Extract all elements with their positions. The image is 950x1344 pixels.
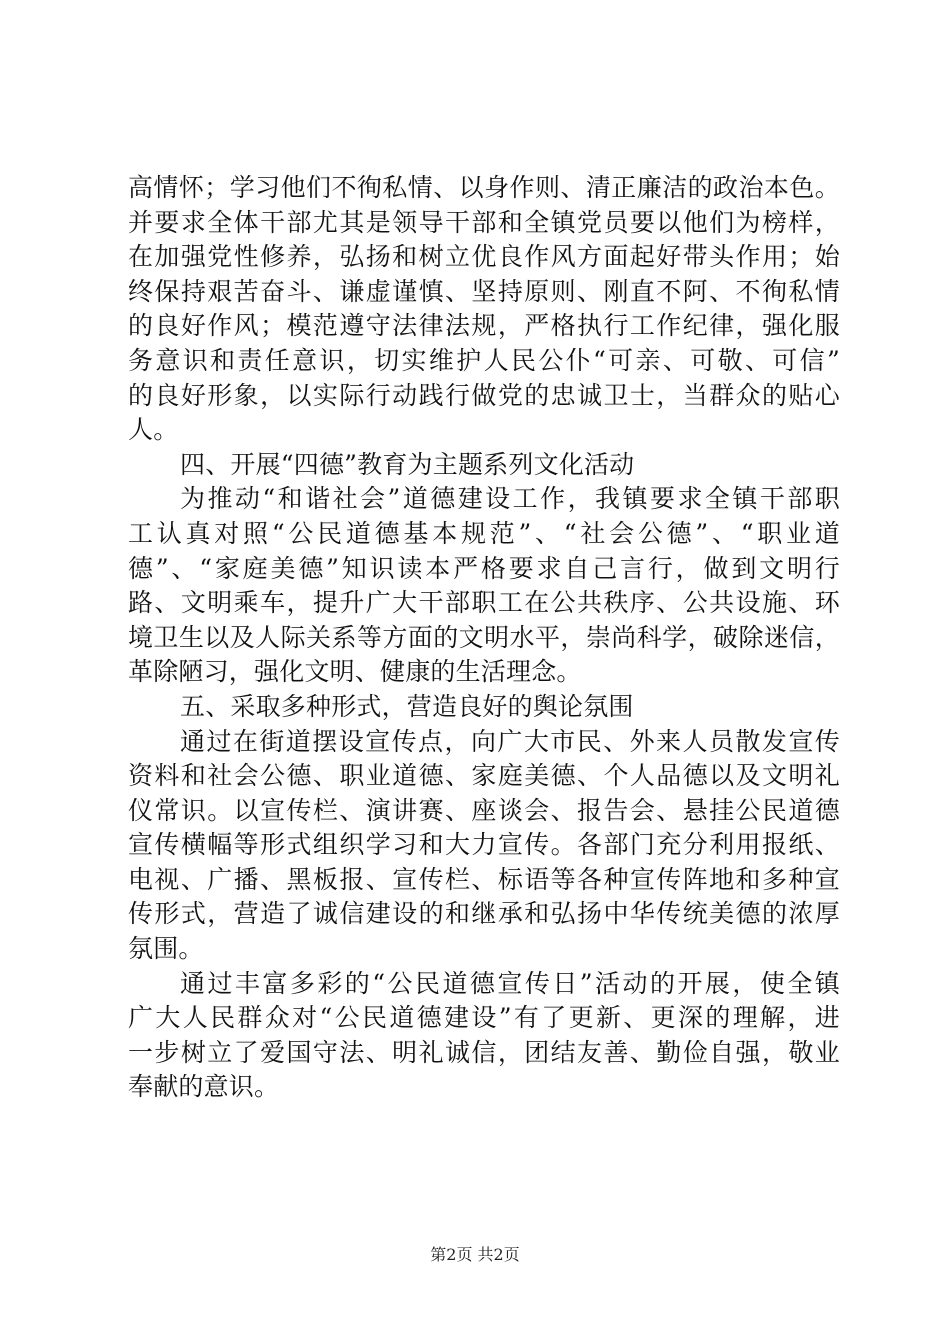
text-line: 通过在街道摆设宣传点，向广大市民、外来人员散发宣传 xyxy=(180,726,840,756)
text-line: 奉献的意识。 xyxy=(128,1072,280,1102)
text-line: 人。 xyxy=(128,415,179,445)
document-body xyxy=(128,171,840,1105)
section-heading: 四、开展“四德”教育为主题系列文化活动 xyxy=(180,449,635,479)
page-footer: 第2页 共2页 xyxy=(430,1245,520,1264)
text-line: 为推动“和谐社会”道德建设工作，我镇要求全镇干部职 xyxy=(180,484,840,514)
text-line: 传形式，营造了诚信建设的和继承和弘扬中华传统美德的浓厚 xyxy=(128,899,840,929)
text-line: 通过丰富多彩的“公民道德宣传日”活动的开展，使全镇 xyxy=(180,968,840,998)
text-line: 的良好形象，以实际行动践行做党的忠诚卫士，当群众的贴心 xyxy=(128,380,840,410)
text-line: 德”、“家庭美德”知识读本严格要求自己言行，做到文明行 xyxy=(128,553,840,583)
text-line: 资料和社会公德、职业道德、家庭美德、个人品德以及文明礼 xyxy=(128,761,840,791)
text-line: 仪常识。以宣传栏、演讲赛、座谈会、报告会、悬挂公民道德 xyxy=(128,795,840,825)
text-line: 在加强党性修养，弘扬和树立优良作风方面起好带头作用；始 xyxy=(128,242,840,272)
text-line: 高情怀；学习他们不徇私情、以身作则、清正廉洁的政治本色。 xyxy=(128,173,840,202)
text-line: 氛围。 xyxy=(128,934,204,964)
section-heading: 五、采取多种形式，营造良好的舆论氛围 xyxy=(180,691,634,721)
text-line: 一步树立了爱国守法、明礼诚信，团结友善、勤俭自强，敬业 xyxy=(128,1037,840,1067)
text-line: 境卫生以及人际关系等方面的文明水平，崇尚科学，破除迷信， xyxy=(128,622,840,652)
text-line: 革除陋习，强化文明、健康的生活理念。 xyxy=(128,657,582,687)
text-line: 广大人民群众对“公民道德建设”有了更新、更深的理解，进 xyxy=(128,1003,840,1033)
text-line: 工认真对照“公民道德基本规范”、“社会公德”、“职业道 xyxy=(128,518,840,548)
text-line: 并要求全体干部尤其是领导干部和全镇党员要以他们为榜样， xyxy=(128,207,840,237)
text-line: 终保持艰苦奋斗、谦虚谨慎、坚持原则、刚直不阿、不徇私情 xyxy=(128,276,840,306)
text-line: 路、文明乘车，提升广大干部职工在公共秩序、公共设施、环 xyxy=(128,588,840,618)
text-line: 电视、广播、黑板报、宣传栏、标语等各种宣传阵地和多种宣 xyxy=(128,864,840,894)
text-line: 宣传横幅等形式组织学习和大力宣传。各部门充分利用报纸、 xyxy=(128,830,840,860)
text-line: 务意识和责任意识，切实维护人民公仆“可亲、可敬、可信” xyxy=(128,345,840,375)
text-line: 的良好作风；模范遵守法律法规，严格执行工作纪律，强化服 xyxy=(128,311,840,341)
